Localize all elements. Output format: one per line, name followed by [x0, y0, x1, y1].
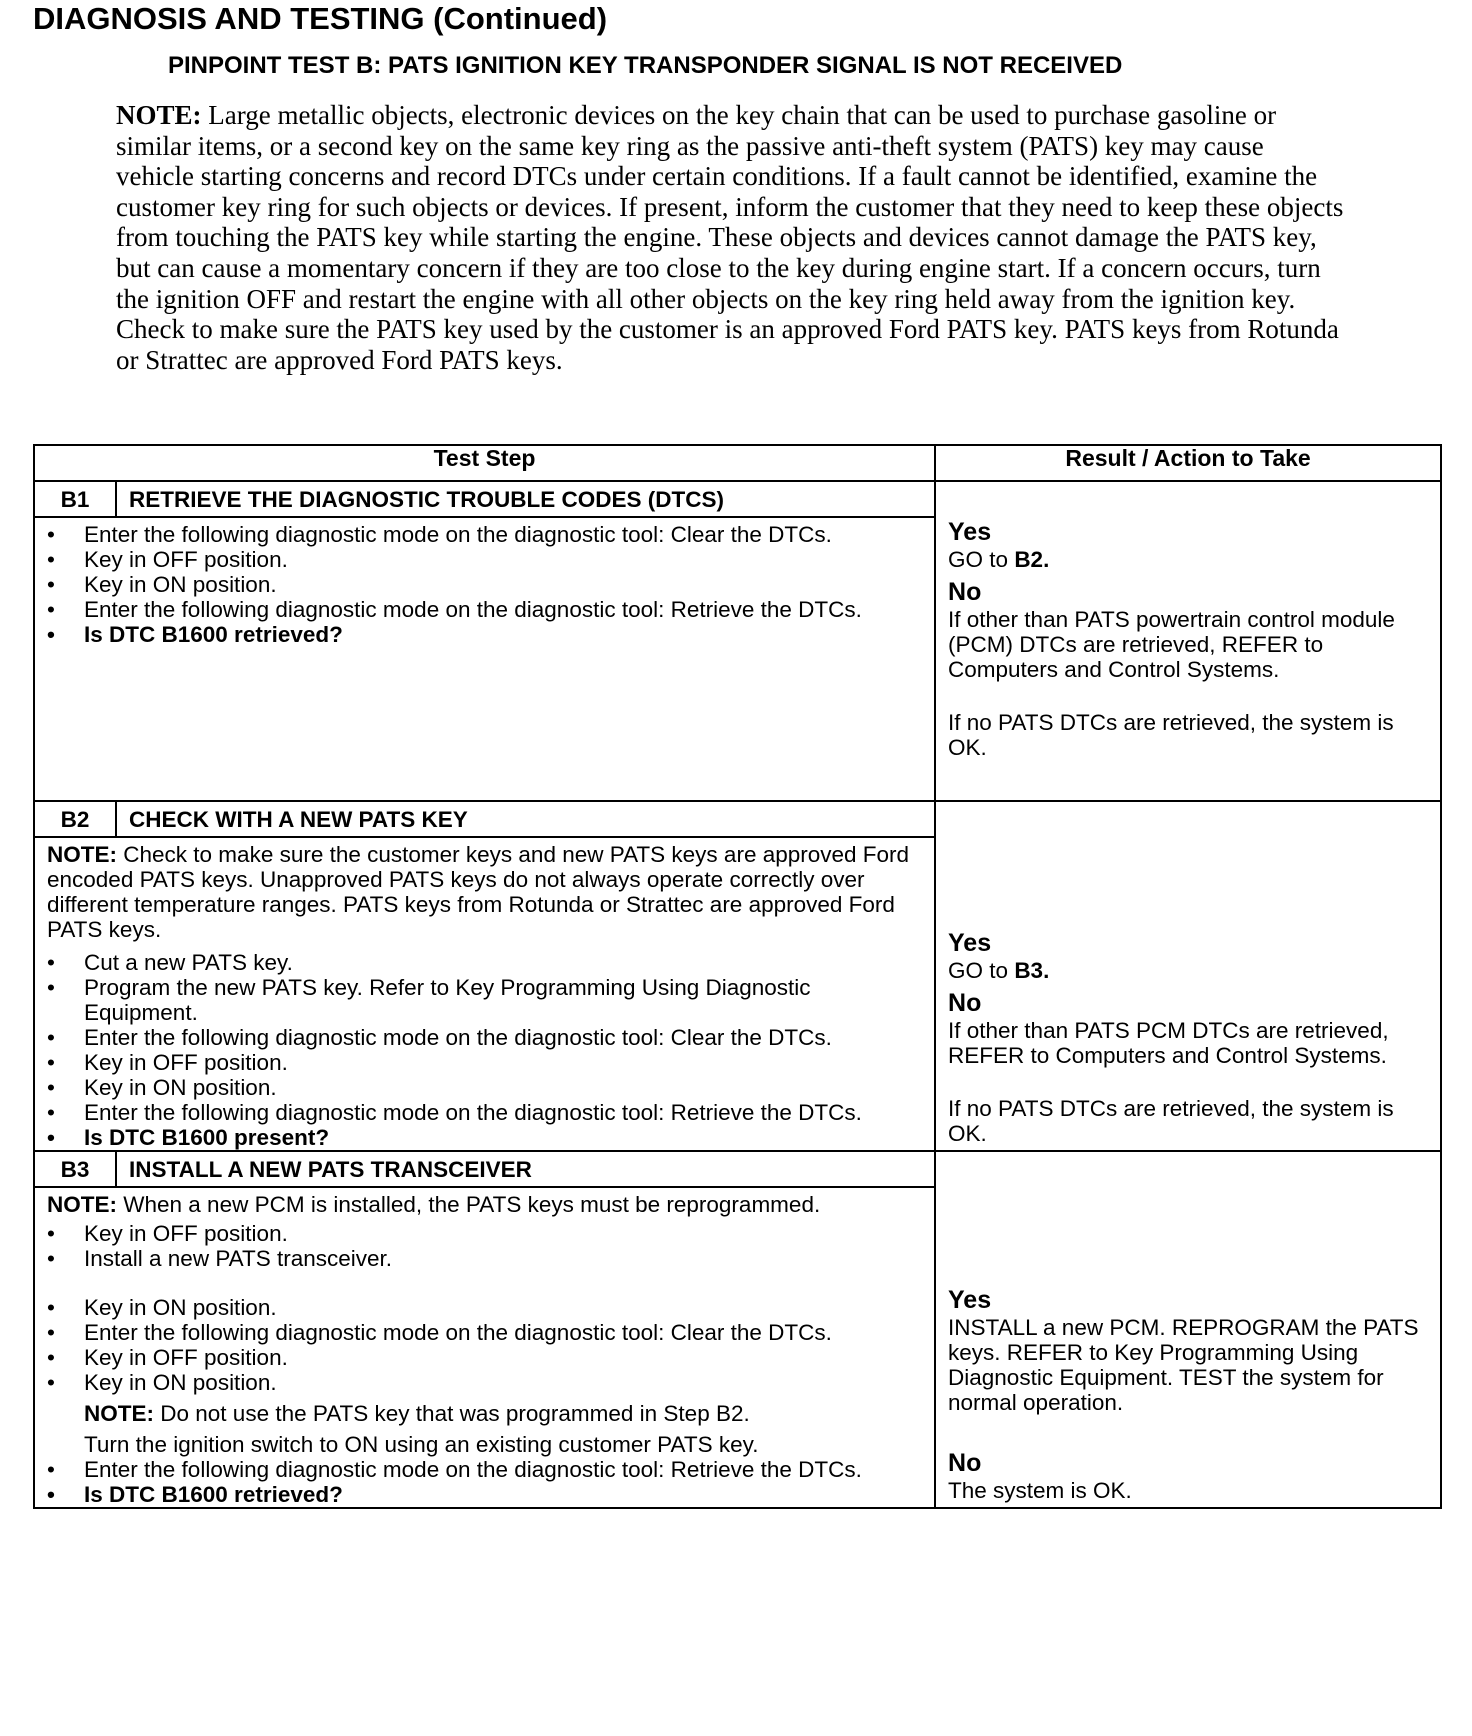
step-b1-header-row	[34, 481, 1441, 517]
intro-note-text: Large metallic objects, electronic devices on the key chain that can be used to purchase gasoline or similar items, or a second key on the same key ring as the passive anti-theft system (PATS) key may cause vehicle starting concerns and record DTCs under certain conditions. If a fault cannot be identified, examine the customer key ring for such objects or devices. If present, inform the customer that they need to keep these objects from touching the PATS key while starting the engine. These objects and devices cannot damage the PATS key, but can cause a momentary concern if they are too close to the key during engine start. If a concern occurs, turn the ignition OFF and restart the engine with all other objects on the key ring held away from the ignition key. Check to make sure the PATS key used by the customer is an approved Ford PATS key. PATS keys from Rotunda or Strattec are approved Ford PATS keys.	[116, 100, 1344, 375]
list-item: • Program the new PATS key. Refer to Key Programming Using Diagnostic Equipment.	[47, 975, 910, 1025]
b1-bullet-list	[47, 522, 910, 647]
intro-note-label: NOTE:	[116, 100, 202, 130]
list-item: • Enter the following diagnostic mode on the diagnostic tool: Clear the DTCs.	[47, 1025, 910, 1050]
b2-note-label: NOTE:	[47, 842, 117, 867]
b2-yes-target: B3.	[1014, 958, 1050, 983]
list-item: • Enter the following diagnostic mode on the diagnostic tool: Clear the DTCs.	[47, 522, 910, 547]
list-item: • Key in OFF position.	[47, 547, 910, 572]
step-b3-body	[34, 1187, 935, 1508]
b3-no-text: The system is OK.	[948, 1478, 1132, 1503]
b3-gap	[948, 1415, 1428, 1443]
b2-no-label: No	[948, 989, 982, 1017]
step-b1-id: B1	[34, 481, 116, 517]
list-item: • Enter the following diagnostic mode on the diagnostic tool: Retrieve the DTCs.	[47, 1457, 910, 1482]
b2-no-text-1: If other than PATS PCM DTCs are retrieved, REFER to Computers and Control Systems.	[948, 1018, 1389, 1068]
b2-note	[47, 842, 910, 942]
b1-question: • Is DTC B1600 retrieved?	[47, 622, 910, 647]
b1-yes-text: GO to	[948, 547, 1009, 572]
b3-bullet-list-b	[47, 1295, 910, 1395]
list-item: • Cut a new PATS key.	[47, 950, 910, 975]
b3-bullet-list-a	[47, 1221, 910, 1271]
b2-note-text: Check to make sure the customer keys and new PATS keys are approved Ford encoded PATS keys. Unapproved PATS keys do not always operate correctly over different temperature ranges. PATS keys from Rotunda or Strattec are approved Ford PATS keys.	[47, 842, 910, 942]
intro-note	[116, 100, 1346, 375]
b3-no-label: No	[948, 1449, 982, 1477]
b3-subnote-text: Do not use the PATS key that was programmed in Step B2.	[160, 1401, 750, 1426]
b2-gap	[948, 1068, 1428, 1096]
col-header-result: Result / Action to Take	[935, 445, 1441, 481]
b3-subpara: Turn the ignition switch to ON using an existing customer PATS key.	[84, 1432, 759, 1457]
step-b1-title: RETRIEVE THE DIAGNOSTIC TROUBLE CODES (DTCS)	[116, 481, 935, 517]
list-item: • Key in OFF position.	[47, 1221, 910, 1246]
list-item: • Key in ON position.	[47, 572, 910, 597]
step-b2-id: B2	[34, 801, 116, 837]
b3-note-label: NOTE:	[47, 1192, 117, 1217]
b3-subnote-label: NOTE:	[84, 1401, 154, 1426]
b3-subnote	[47, 1401, 910, 1426]
list-item: • Enter the following diagnostic mode on the diagnostic tool: Retrieve the DTCs.	[47, 597, 910, 622]
list-item: • Key in ON position.	[47, 1370, 910, 1395]
b3-note-text: When a new PCM is installed, the PATS keys must be reprogrammed.	[123, 1192, 821, 1217]
b3-yes-label: Yes	[948, 1286, 992, 1314]
b2-bullet-list	[47, 950, 910, 1150]
step-b1-result	[935, 481, 1441, 801]
b3-yes-text: INSTALL a new PCM. REPROGRAM the PATS keys. REFER to Key Programming Using Diagnostic Equipment. TEST the system for normal operation.	[948, 1315, 1419, 1415]
step-b2-title: CHECK WITH A NEW PATS KEY	[116, 801, 935, 837]
pinpoint-test-table	[33, 444, 1442, 1509]
step-b2-body	[34, 837, 935, 1151]
b2-yes-text: GO to	[948, 958, 1009, 983]
step-b3-result	[935, 1151, 1441, 1508]
list-item: • Install a new PATS transceiver.	[47, 1246, 910, 1271]
step-b3-title: INSTALL A NEW PATS TRANSCEIVER	[116, 1151, 935, 1187]
b1-no-text-1: If other than PATS powertrain control module (PCM) DTCs are retrieved, REFER to Computers and Control Systems.	[948, 607, 1395, 682]
b2-question: • Is DTC B1600 present?	[47, 1125, 910, 1150]
b3-note	[47, 1192, 910, 1217]
step-b3-id: B3	[34, 1151, 116, 1187]
b1-yes-action	[948, 547, 1428, 572]
b1-gap	[948, 682, 1428, 710]
b3-spacer	[47, 1271, 910, 1295]
b1-yes-label: Yes	[948, 518, 992, 546]
step-b2-header-row	[34, 801, 1441, 837]
list-item: • Enter the following diagnostic mode on the diagnostic tool: Clear the DTCs.	[47, 1320, 910, 1345]
b1-no-text-2: If no PATS DTCs are retrieved, the system is OK.	[948, 710, 1394, 760]
step-b3-header-row	[34, 1151, 1441, 1187]
list-item: • Key in OFF position.	[47, 1050, 910, 1075]
list-item: • Key in ON position.	[47, 1075, 910, 1100]
b1-yes-target: B2.	[1014, 547, 1050, 572]
b3-bullet-list-c	[47, 1457, 910, 1507]
b1-no-label: No	[948, 578, 982, 606]
b2-no-text-2: If no PATS DTCs are retrieved, the system is OK.	[948, 1096, 1394, 1146]
b2-yes-action	[948, 958, 1428, 983]
b2-yes-label: Yes	[948, 929, 992, 957]
pinpoint-test-title: PINPOINT TEST B: PATS IGNITION KEY TRANSPONDER SIGNAL IS NOT RECEIVED	[168, 52, 1123, 79]
list-item: • Key in OFF position.	[47, 1345, 910, 1370]
page-title: DIAGNOSIS AND TESTING (Continued)	[33, 1, 608, 36]
step-b1-body	[34, 517, 935, 801]
list-item: • Enter the following diagnostic mode on the diagnostic tool: Retrieve the DTCs.	[47, 1100, 910, 1125]
step-b2-result	[935, 801, 1441, 1151]
b3-question: • Is DTC B1600 retrieved?	[47, 1482, 910, 1507]
col-header-test-step: Test Step	[34, 445, 935, 481]
list-item: • Key in ON position.	[47, 1295, 910, 1320]
table-header-row	[34, 445, 1441, 481]
